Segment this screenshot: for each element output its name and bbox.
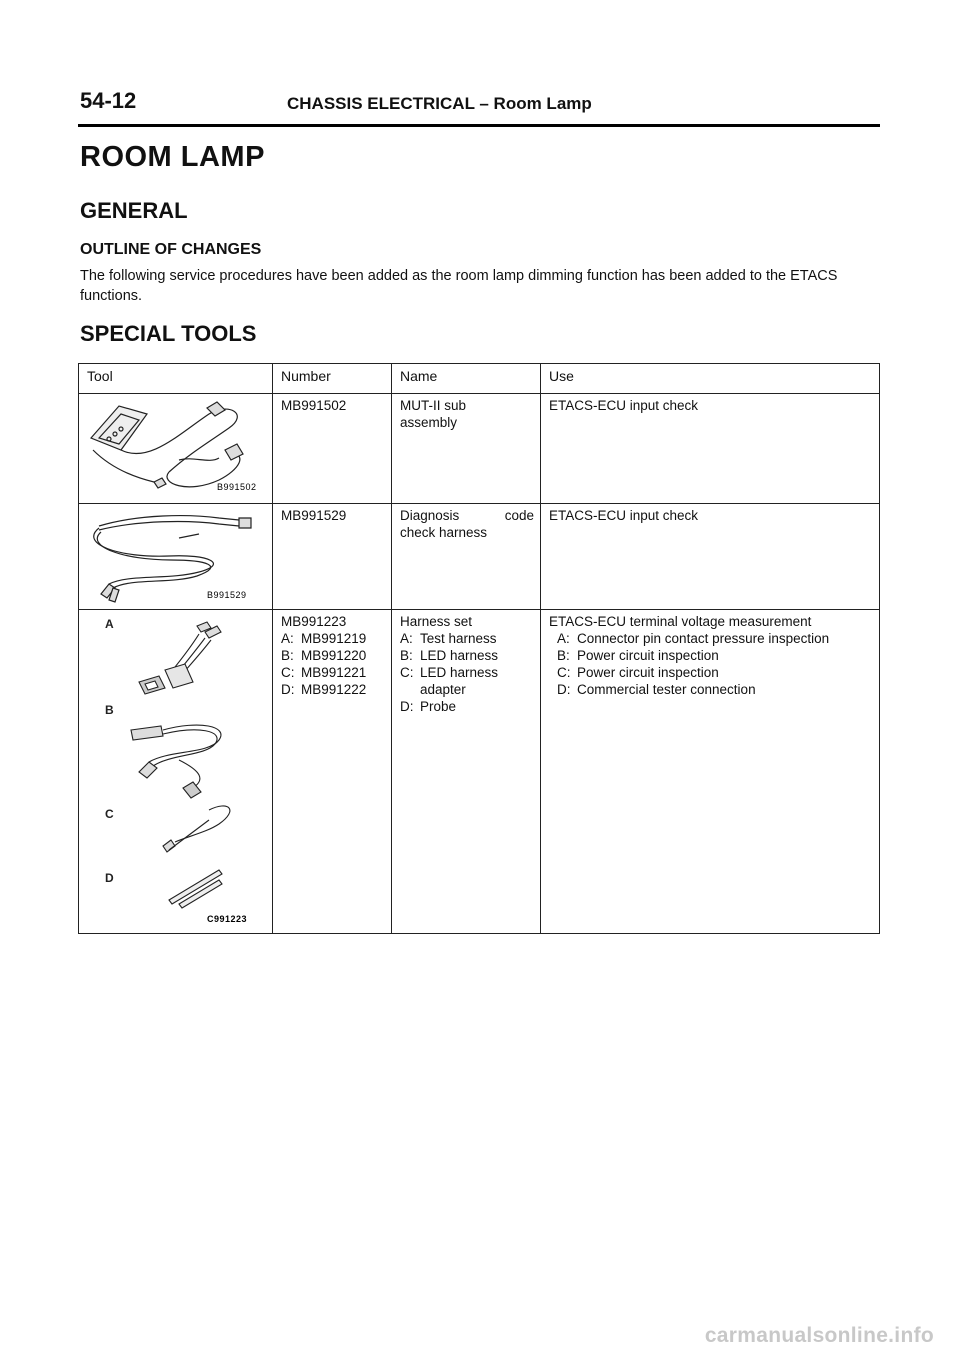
watermark: carmanualsonline.info <box>704 1324 934 1347</box>
tool-use-item: B: Power circuit inspection <box>557 648 719 663</box>
tool-number-item: D: MB991222 <box>281 682 367 697</box>
tool-name-item: C: LED harness adapter <box>400 665 499 697</box>
tool-number: MB991223 <box>281 614 347 629</box>
page-number: 54-12 <box>80 88 137 113</box>
diagnosis-code-check-harness-illustration <box>79 504 272 608</box>
tool-name-line: Diagnosis code <box>400 508 534 523</box>
tool-name-item: D: Probe <box>400 699 457 714</box>
tool-number-item: C: MB991221 <box>281 665 367 680</box>
tool-name-cell <box>392 394 541 504</box>
special-tools-table <box>78 363 880 934</box>
tool-number-item: B: MB991220 <box>281 648 367 663</box>
col-header-tool: Tool <box>79 364 273 394</box>
tool-name-cell <box>392 504 541 610</box>
tool-image-ref: C991223 <box>207 914 248 924</box>
tool-use-item: D: Commercial tester connection <box>557 682 756 697</box>
tool-use-cell <box>541 394 880 504</box>
col-header-name: Name <box>392 364 541 394</box>
tool-name-cell <box>392 610 541 934</box>
header-rule <box>78 124 880 127</box>
table-row <box>79 504 880 610</box>
tool-use-line: ETACS-ECU input check <box>549 508 699 523</box>
tool-number: MB991502 <box>281 398 347 413</box>
part-label-a: A <box>105 617 114 631</box>
tool-use-item: A: Connector pin contact pressure inspection <box>557 631 830 646</box>
table-row <box>79 610 880 934</box>
tool-name-line: Harness set <box>400 614 473 629</box>
col-header-use: Use <box>541 364 880 394</box>
tool-number-item: A: MB991219 <box>281 631 367 646</box>
mut-ii-sub-assembly-illustration <box>79 394 272 502</box>
tool-use-item: C: Power circuit inspection <box>557 665 719 680</box>
tool-number-cell <box>273 394 392 504</box>
tool-image-cell <box>79 504 273 610</box>
tool-image-cell <box>79 394 273 504</box>
tool-number-cell <box>273 610 392 934</box>
tool-use-cell <box>541 504 880 610</box>
tool-name-line: assembly <box>400 415 458 430</box>
tool-use-line: ETACS-ECU input check <box>549 398 699 413</box>
page-header <box>80 88 880 124</box>
page-title: ROOM LAMP <box>80 141 265 173</box>
tool-use-cell <box>541 610 880 934</box>
tool-number-cell <box>273 504 392 610</box>
table-header-row <box>79 364 880 394</box>
tool-name-item: A: Test harness <box>400 631 497 646</box>
outline-paragraph: The following service procedures have been added as the room lamp dimming function has been added to the ETACS functions. <box>80 268 838 304</box>
outline-heading: OUTLINE OF CHANGES <box>80 241 262 258</box>
tool-name-line: check harness <box>400 525 488 540</box>
tool-name-line: MUT-II sub <box>400 398 467 413</box>
tool-number: MB991529 <box>281 508 347 523</box>
general-heading: GENERAL <box>80 198 188 223</box>
special-tools-heading: SPECIAL TOOLS <box>80 321 257 346</box>
tool-image-ref: B991502 <box>217 482 257 492</box>
harness-set-illustration <box>79 610 272 932</box>
tool-image-cell <box>79 610 273 934</box>
tool-image-ref: B991529 <box>207 590 247 600</box>
part-label-d: D <box>105 871 114 885</box>
col-header-number: Number <box>273 364 392 394</box>
part-label-c: C <box>105 807 114 821</box>
tool-use-line: ETACS-ECU terminal voltage measurement <box>549 614 812 629</box>
section-title: CHASSIS ELECTRICAL – Room Lamp <box>287 94 592 113</box>
part-label-b: B <box>105 703 114 717</box>
tool-name-item: B: LED harness <box>400 648 499 663</box>
table-row <box>79 394 880 504</box>
